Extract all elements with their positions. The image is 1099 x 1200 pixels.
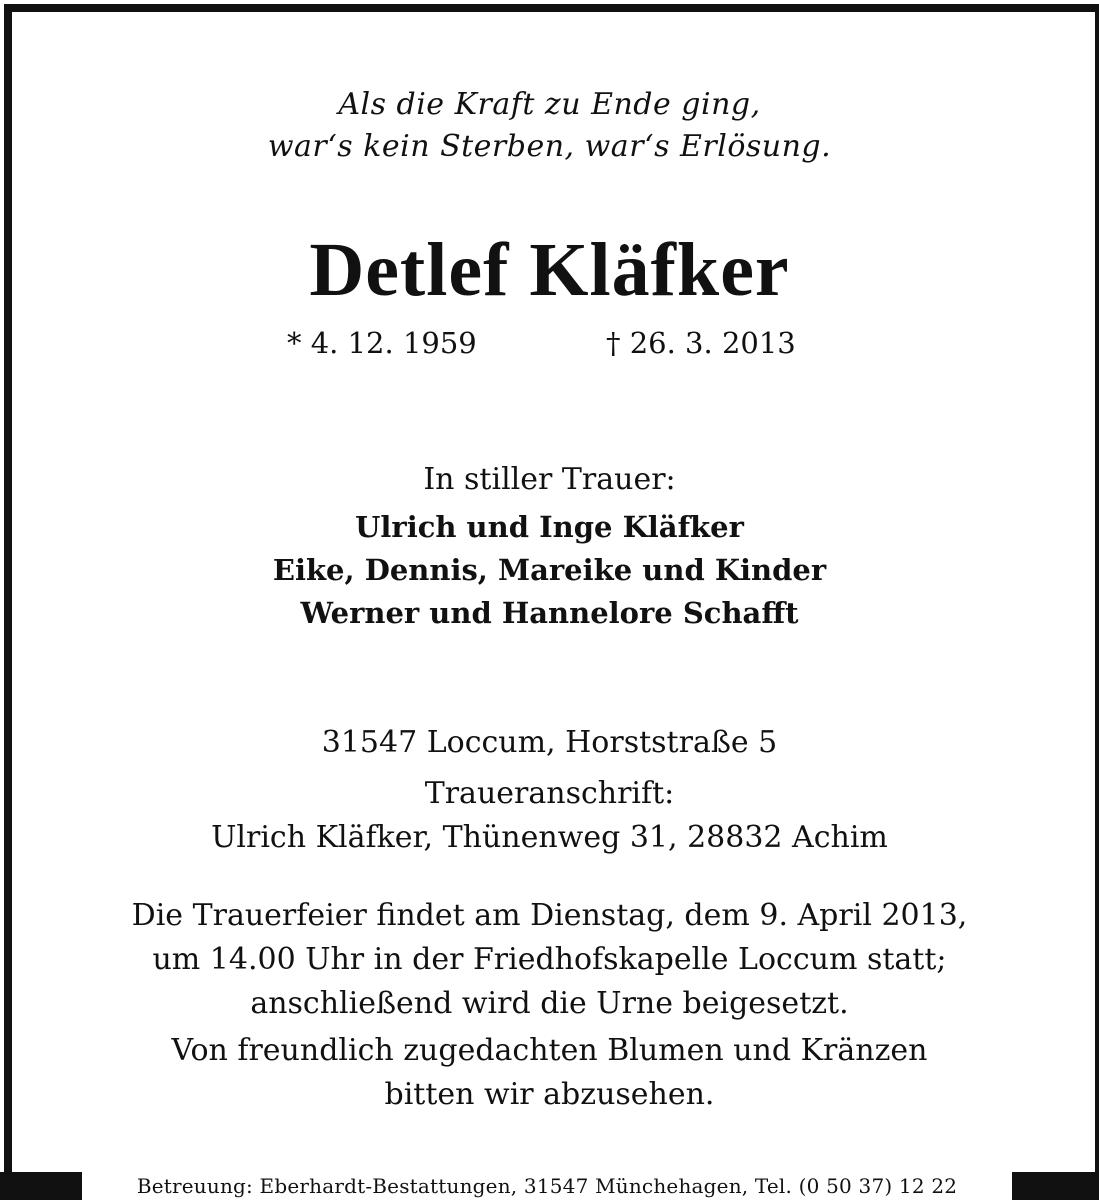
flowers-line: bitten wir abzusehen. bbox=[384, 1077, 715, 1112]
deceased-name: Detlef Kläfker bbox=[309, 228, 790, 312]
funeral-details bbox=[0, 894, 1099, 1026]
family-address: 31547 Loccum, Horststraße 5 bbox=[321, 725, 778, 760]
flowers-request bbox=[0, 1029, 1099, 1117]
postal-address bbox=[0, 772, 1099, 860]
mourner-name: Werner und Hannelore Schafft bbox=[300, 596, 799, 630]
memorial-quote bbox=[0, 84, 1099, 168]
mourner-name: Eike, Dennis, Mareike und Kinder bbox=[272, 553, 827, 587]
mourning-intro: In stiller Trauer: bbox=[423, 462, 676, 497]
postal-label: Traueranschrift: bbox=[424, 776, 675, 811]
quote-line-2: war‘s kein Sterben, war‘s Erlösung. bbox=[267, 129, 832, 164]
postal-address-line: Ulrich Kläfker, Thünenweg 31, 28832 Achim bbox=[211, 820, 888, 855]
life-dates bbox=[0, 326, 1099, 366]
death-date: † 26. 3. 2013 bbox=[606, 326, 796, 360]
mourners-list bbox=[0, 506, 1099, 635]
funeral-line: um 14.00 Uhr in der Friedhofskapelle Loccum statt; bbox=[152, 942, 947, 977]
mourner-name: Ulrich und Inge Kläfker bbox=[355, 510, 744, 544]
funeral-line: Die Trauerfeier findet am Dienstag, dem 9. April 2013, bbox=[131, 898, 968, 933]
flowers-line: Von freundlich zugedachten Blumen und Kränzen bbox=[171, 1033, 928, 1068]
funeral-line: anschließend wird die Urne beigesetzt. bbox=[250, 986, 849, 1021]
quote-line-1: Als die Kraft zu Ende ging, bbox=[338, 87, 761, 122]
birth-date: * 4. 12. 1959 bbox=[287, 326, 477, 360]
funeral-home-credit: Betreuung: Eberhardt-Bestattungen, 31547 Münchehagen, Tel. (0 50 37) 12 22 bbox=[82, 1172, 1012, 1200]
